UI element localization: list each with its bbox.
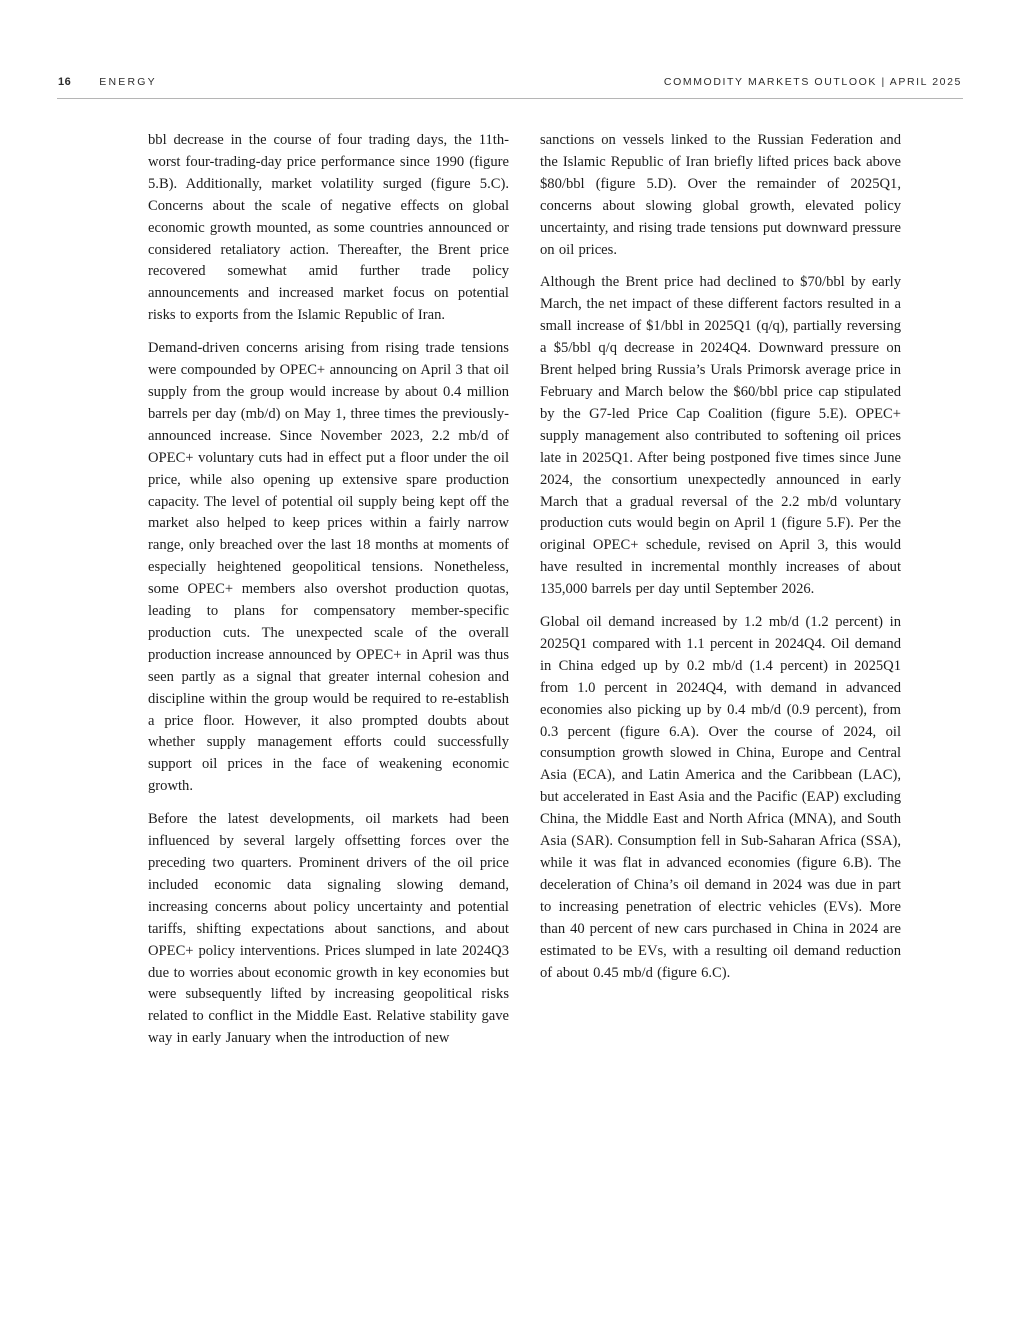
header-divider <box>57 98 963 99</box>
body-text <box>148 130 902 1050</box>
section-label: ENERGY <box>99 76 157 88</box>
header-left <box>58 76 157 88</box>
paragraph: Although the Brent price had declined to $70/bbl by early March, the net impact of these different factors resulted in a small increase of $1/bbl in 2025Q1 (q/q), partially reversing a $5/bbl q/q decrease in 2024Q4. Downward pressure on Brent helped bring Russia’s Urals Primorsk average price in February and March below the $60/bbl price cap stipulated by the G7-led Price Cap Coalition (figure 5.E). OPEC+ supply management also contributed to softening oil prices late in 2025Q1. After being postponed five times since June 2024, the consortium unexpectedly announced in early March that a gradual reversal of the 2.2 mb/d voluntary production cuts would begin on April 1 (figure 5.F). Per the original OPEC+ schedule, revised on April 3, this would have resulted in incremental monthly increases of about 135,000 barrels per day until September 2026. <box>540 274 901 598</box>
paragraph: sanctions on vessels linked to the Russian Federation and the Islamic Republic of Iran briefly lifted prices back above $80/bbl (figure 5.D). Over the remainder of 2025Q1, concerns about slowing global growth, elevated policy uncertainty, and rising trade tensions put downward pressure on oil prices. <box>540 132 901 258</box>
paragraph: Before the latest developments, oil markets had been influenced by several largely offsetting forces over the preceding two quarters. Prominent drivers of the oil price included economic data signaling slowing demand, increasing concerns about policy uncertainty and potential tariffs, shifting expectations about sanctions, and about OPEC+ policy interventions. Prices slumped in late 2024Q3 due to worries about economic growth in key economies but were subsequently lifted by increasing geopolitical risks related to conflict in the Middle East. Relative stability gave way in early January when the introduction of new <box>148 811 509 1047</box>
paragraph: Global oil demand increased by 1.2 mb/d (1.2 percent) in 2025Q1 compared with 1.1 percent in 2024Q4. Oil demand in China edged up by 0.2 mb/d (1.4 percent) in 2025Q1 from 1.0 percent in 2024Q4, with demand in advanced economies also picking up by 0.4 mb/d (0.9 percent), from 0.3 percent (figure 6.A). Over the course of 2024, oil consumption growth slowed in China, Europe and Central Asia (ECA), and Latin America and the Caribbean (LAC), but accelerated in East Asia and the Pacific (EAP) excluding China, the Middle East and North Africa (MNA), and South Asia (SAR). Consumption fell in Sub-Saharan Africa (SSA), while it was flat in advanced economies (figure 6.B). The deceleration of China’s oil demand in 2024 was due in part to increasing penetration of electric vehicles (EVs). More than 40 percent of new cars purchased in China in 2024 are estimated to be EVs, with a resulting oil demand reduction of about 0.45 mb/d (figure 6.C). <box>540 614 901 981</box>
right-column <box>540 130 901 1050</box>
page-header <box>58 76 962 88</box>
paragraph: bbl decrease in the course of four trading days, the 11th-worst four-trading-day price performance since 1990 (figure 5.B). Additionally, market volatility surged (figure 5.C). Concerns about the scale of negative effects on global economic growth mounted, as some countries announced or considered retaliatory action. Thereafter, the Brent price recovered somewhat amid further trade policy announcements and increased market focus on potential risks to exports from the Islamic Republic of Iran. <box>148 132 509 324</box>
running-header-publication: COMMODITY MARKETS OUTLOOK | APRIL 2025 <box>663 76 962 88</box>
left-column <box>148 130 509 1050</box>
paragraph: Demand-driven concerns arising from rising trade tensions were compounded by OPEC+ announcing on April 3 that oil supply from the group would increase by about 0.4 million barrels per day (mb/d) on May 1, three times the previously-announced increase. Since November 2023, 2.2 mb/d of OPEC+ voluntary cuts had in effect put a floor under the oil price, while also opening up extensive spare production capacity. The level of potential oil supply being kept off the market also helped to keep prices within a fairly narrow range, only breached over the last 18 months at moments of especially heightened geopolitical tensions. Nonetheless, some OPEC+ members also overshot production quotas, leading to plans for compensatory member-specific production cuts. The unexpected scale of the overall production increase announced by OPEC+ in April was thus seen partly as a signal that greater internal cohesion and discipline within the group would be required to re-establish a price floor. However, it also prompted doubts about whether supply management efforts could successfully support oil prices in the face of weakening economic growth. <box>148 340 509 795</box>
page-number: 16 <box>58 76 72 88</box>
